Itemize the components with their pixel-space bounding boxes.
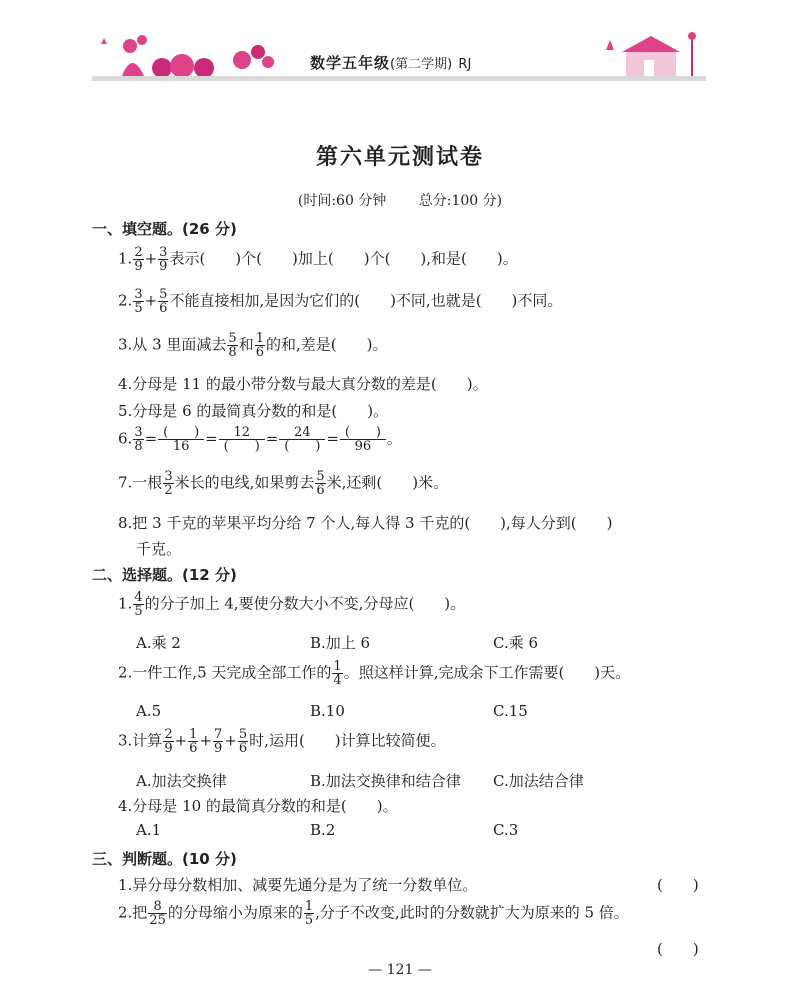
fill-question-5: 5.分母是 6 的最简真分数的和是( )。 [118, 402, 389, 420]
q-text: ,分子不改变,此时的分数就扩大为原来的 5 倍。 [315, 903, 629, 922]
q-text: 表示( )个( )加上( )个( ),和是( )。 [169, 249, 518, 268]
numerator: 1 [304, 899, 314, 914]
equals: = [205, 429, 218, 448]
denominator: 6 [159, 301, 168, 316]
operator: + [144, 249, 158, 268]
header-book-title: 数学五年级 [310, 54, 391, 72]
numerator: 12 [219, 426, 265, 440]
choice-1-option-a: A.乘 2 [136, 634, 181, 652]
header-semester: (第二学期) [390, 57, 453, 72]
exam-meta [0, 190, 800, 210]
equals: = [326, 429, 339, 448]
choice-question-1 [118, 591, 465, 618]
q-text: 米长的电线,如果剪去 [174, 473, 315, 492]
numerator: 5 [228, 331, 237, 346]
fraction [315, 470, 325, 497]
choice-3-option-c: C.加法结合律 [493, 772, 584, 790]
fraction [148, 900, 167, 927]
q-text: 的分母缩小为原来的 [167, 903, 303, 922]
fraction [133, 246, 143, 273]
fraction [219, 426, 265, 453]
page-title: 第六单元测试卷 [315, 144, 484, 170]
numerator: ( ) [158, 426, 204, 440]
denominator: 25 [149, 913, 166, 928]
operator: + [224, 731, 237, 750]
fraction [188, 728, 198, 755]
operator: + [199, 731, 213, 750]
numerator: 3 [164, 469, 173, 484]
fraction [332, 660, 342, 687]
denominator: 6 [255, 345, 264, 360]
choice-3-option-a: A.加法交换律 [136, 772, 227, 790]
choice-3-option-b: B.加法交换律和结合律 [310, 772, 461, 790]
denominator: 9 [164, 741, 173, 756]
judge-1-answer-blank[interactable]: ( ) [657, 876, 699, 894]
denominator: 5 [134, 604, 143, 619]
q-text: 3.从 3 里面减去 [118, 335, 227, 354]
plant-decoration-icon [92, 30, 292, 76]
denominator: 4 [333, 673, 342, 688]
operator: + [144, 291, 158, 310]
fraction [158, 426, 204, 453]
choice-question-4: 4.分母是 10 的最简真分数的和是( )。 [118, 797, 398, 815]
q-text: 米,还剩( )米。 [326, 473, 449, 492]
fill-question-7 [118, 470, 448, 497]
denominator: 5 [134, 301, 143, 316]
numerator: 3 [134, 425, 143, 440]
q-text: 和 [238, 335, 254, 354]
fill-question-6 [118, 426, 402, 453]
fill-question-3 [118, 332, 387, 359]
numerator: 4 [134, 590, 143, 605]
q-num: 6. [118, 429, 133, 448]
numerator: 3 [134, 287, 143, 302]
q-text: 2.一件工作,5 天完成全部工作的 [118, 663, 332, 682]
fraction [255, 332, 265, 359]
denominator: 8 [228, 345, 237, 360]
denominator: 2 [164, 483, 173, 498]
header-divider [92, 76, 706, 81]
fill-question-8-line-1: 8.把 3 千克的苹果平均分给 7 个人,每人得 3 千克的( ),每人分到( ) [118, 514, 613, 532]
house-decoration-icon [596, 30, 706, 76]
q-text: 。照这样计算,完成余下工作需要( )天。 [343, 663, 631, 682]
header-title [310, 52, 471, 73]
fraction [227, 332, 237, 359]
choice-4-option-a: A.1 [136, 821, 162, 839]
fraction [304, 900, 314, 927]
denominator: 5 [304, 913, 314, 928]
fraction [213, 728, 223, 755]
fraction [340, 426, 386, 453]
denominator: 9 [159, 259, 168, 274]
judge-question-1: 1.异分母分数相加、减要先通分是为了统一分数单位。 [118, 876, 478, 894]
q-text: 时,运用( )计算比较简便。 [249, 731, 446, 750]
numerator: 1 [333, 659, 342, 674]
denominator: 6 [316, 483, 325, 498]
choice-2-option-a: A.5 [136, 702, 162, 720]
numerator: 1 [255, 331, 264, 346]
fraction [279, 426, 325, 453]
q-num: 1. [118, 594, 133, 613]
fraction [238, 728, 248, 755]
q-text: 2.把 [118, 903, 148, 922]
choice-1-option-c: C.乘 6 [493, 634, 539, 652]
numerator: 2 [164, 727, 173, 742]
exam-score: 总分:100 分) [418, 193, 503, 209]
judge-question-2 [118, 900, 629, 927]
denominator: ( ) [223, 439, 260, 454]
choice-4-option-c: C.3 [493, 821, 519, 839]
numerator: 7 [214, 727, 223, 742]
section-judge-title: 三、判断题。(10 分) [92, 850, 237, 868]
q-text: 。 [386, 429, 402, 448]
denominator: 8 [134, 439, 143, 454]
choice-question-2 [118, 660, 630, 687]
fraction [133, 591, 143, 618]
numerator: 3 [159, 245, 168, 260]
numerator: 5 [159, 287, 168, 302]
choice-2-option-c: C.15 [493, 702, 528, 720]
denominator: ( ) [284, 439, 321, 454]
equals: = [144, 429, 158, 448]
denominator: 6 [189, 741, 198, 756]
choice-question-3 [118, 728, 446, 755]
fraction [133, 288, 143, 315]
page-number: — 121 — [368, 962, 432, 978]
fraction [158, 246, 168, 273]
q-num: 2. [118, 291, 133, 310]
denominator: 6 [238, 741, 248, 756]
q-text: 不能直接相加,是因为它们的( )不同,也就是( )不同。 [169, 291, 563, 310]
numerator: 8 [148, 900, 167, 914]
fill-question-2 [118, 288, 562, 315]
q-text: 的和,差是( )。 [265, 335, 388, 354]
numerator: 5 [238, 727, 248, 742]
numerator: 24 [279, 426, 325, 440]
denominator: 9 [134, 259, 143, 274]
numerator: 2 [134, 245, 143, 260]
section-fill-title: 一、填空题。(26 分) [92, 220, 237, 238]
denominator: 9 [214, 741, 223, 756]
numerator: 5 [316, 469, 325, 484]
section-choice-title: 二、选择题。(12 分) [92, 566, 237, 584]
numerator: 1 [189, 727, 198, 742]
fraction [133, 426, 143, 453]
q-text: 7.一根 [118, 473, 163, 492]
fill-question-1 [118, 246, 518, 273]
choice-2-option-b: B.10 [310, 702, 345, 720]
operator: + [174, 731, 188, 750]
header-edition: RJ [458, 57, 472, 72]
choice-1-option-b: B.加上 6 [310, 634, 371, 652]
fraction [163, 728, 173, 755]
fill-question-8-line-2: 千克。 [136, 540, 182, 558]
denominator: 16 [172, 439, 190, 454]
q-num: 1. [118, 249, 133, 268]
choice-4-option-b: B.2 [310, 821, 336, 839]
q-text: 的分子加上 4,要使分数大小不变,分母应( )。 [144, 594, 466, 613]
denominator: 96 [354, 439, 372, 454]
fill-question-4: 4.分母是 11 的最小带分数与最大真分数的差是( )。 [118, 375, 488, 393]
equals: = [265, 429, 279, 448]
q-text: 3.计算 [118, 731, 163, 750]
fraction [158, 288, 168, 315]
judge-2-answer-blank[interactable]: ( ) [657, 940, 699, 958]
numerator: ( ) [340, 426, 386, 440]
fraction [163, 470, 173, 497]
exam-time: (时间:60 分钟 [297, 193, 387, 209]
